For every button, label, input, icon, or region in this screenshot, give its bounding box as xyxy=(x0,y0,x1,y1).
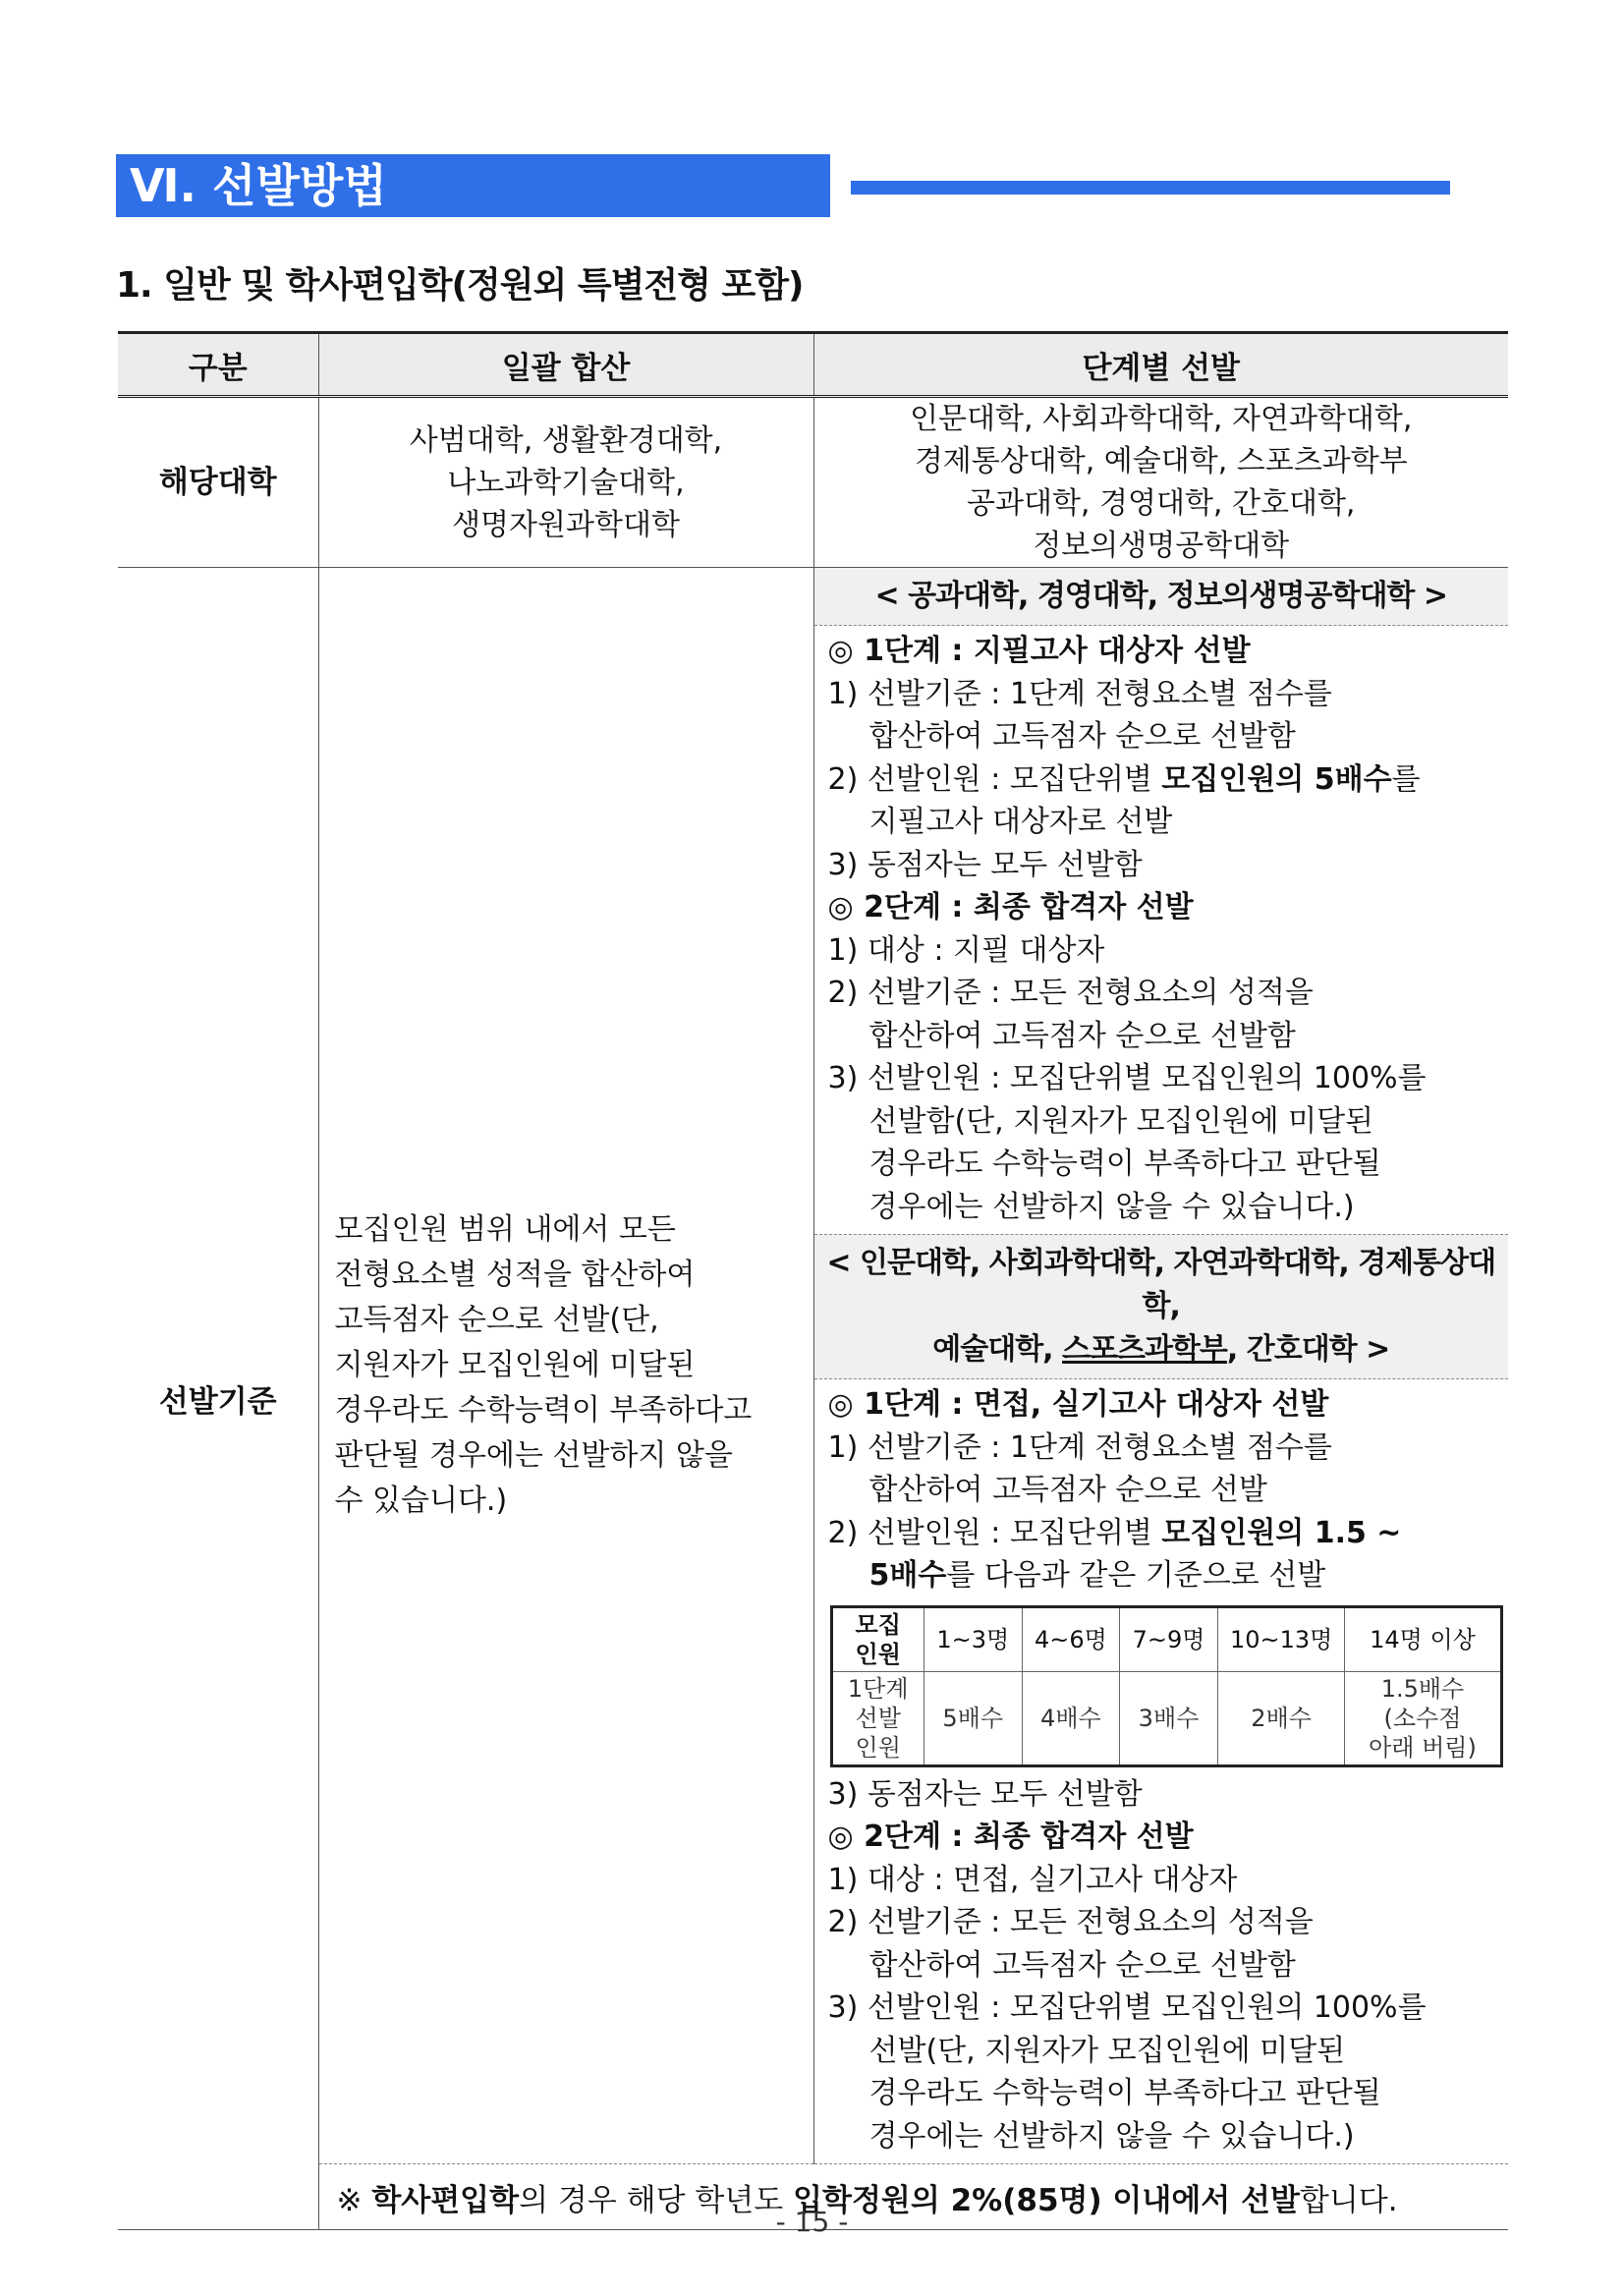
ratio-value-cell: 4배수 xyxy=(1022,1671,1120,1765)
bulk-univ-line: 나노과학기술대학, xyxy=(447,465,685,500)
g1-s2-line: 3) 선발인원 : 모집단위별 모집인원의 100%를 xyxy=(827,1061,1427,1095)
row-label-universities: 해당대학 xyxy=(118,397,318,568)
g2-stage2-title: ◎ 2단계 : 최종 합격자 선발 xyxy=(827,1820,1194,1854)
g1-s1-text: 를 xyxy=(1391,761,1421,797)
bulk-criteria-line: 지원자가 모집인원에 미달된 xyxy=(334,1348,696,1382)
group2-title-line2 xyxy=(818,1328,1505,1372)
note-bold: 학사편입학 xyxy=(371,2182,520,2218)
ratio-value-cell: 1.5배수 (소수점 아래 버림) xyxy=(1345,1671,1501,1765)
group2-title-text: 예술대학, xyxy=(932,1332,1063,1367)
table-row-criteria xyxy=(118,568,1508,2164)
stage-universities xyxy=(813,397,1508,568)
g2-s1-line: 합산하여 고득점자 순으로 선발 xyxy=(868,1473,1267,1507)
table-row-universities xyxy=(118,397,1508,568)
g1-stage2-title: ◎ 2단계 : 최종 합격자 선발 xyxy=(827,890,1194,924)
g1-stage1-title: ◎ 1단계 : 지필고사 대상자 선발 xyxy=(827,634,1251,668)
group2-title-text: , 간호대학 > xyxy=(1226,1332,1390,1367)
ratio-header-cell: 14명 이상 xyxy=(1345,1606,1501,1671)
g2-s1-bold: 모집인원의 1.5 ~ xyxy=(1161,1515,1402,1550)
g1-s1-text: 2) 선발인원 : 모집단위별 xyxy=(827,761,1162,797)
g1-s2-line: 경우에는 선발하지 않을 수 있습니다.) xyxy=(868,1189,1355,1224)
ratio-value-cell: 1단계 선발 인원 xyxy=(831,1671,924,1765)
g1-s2-line: 2) 선발기준 : 모든 전형요소의 성적을 xyxy=(827,976,1314,1010)
g2-s1-line-mixed xyxy=(828,1554,1501,1597)
g2-s2-line: 경우에는 선발하지 않을 수 있습니다.) xyxy=(868,2118,1355,2154)
g2-s2-line: 선발(단, 지원자가 모집인원에 미달된 xyxy=(868,2033,1346,2068)
g2-s2-line: 2) 선발기준 : 모든 전형요소의 성적을 xyxy=(827,1905,1314,1939)
g2-s2-line: 합산하여 고득점자 순으로 선발함 xyxy=(868,1947,1296,1983)
group2-title-line1: < 인문대학, 사회과학대학, 자연과학대학, 경제통상대학, xyxy=(826,1246,1496,1323)
bulk-univ-line: 생명자원과학대학 xyxy=(452,507,680,542)
bulk-univ-line: 사범대학, 생활환경대학, xyxy=(409,422,723,458)
note-bold: 입학정원의 2%(85명) 이내에서 선발 xyxy=(793,2182,1300,2218)
g2-s2-line: 경우라도 수학능력이 부족하다고 판단될 xyxy=(868,2076,1381,2110)
g1-s2-line: 선발함(단, 지원자가 모집인원에 미달된 xyxy=(868,1103,1374,1139)
g2-s2-line: 3) 선발인원 : 모집단위별 모집인원의 100%를 xyxy=(827,1990,1427,2025)
ratio-value-cell: 3배수 xyxy=(1120,1671,1218,1765)
stage-univ-line: 공과대학, 경영대학, 간호대학, xyxy=(967,486,1356,521)
g1-s2-line: 경우라도 수학능력이 부족하다고 판단될 xyxy=(868,1147,1381,1181)
stage-univ-line: 정보의생명공학대학 xyxy=(1033,529,1290,563)
g2-s2-line: 1) 대상 : 면접, 실기고사 대상자 xyxy=(827,1862,1238,1897)
ratio-value-cell: 5배수 xyxy=(924,1671,1022,1765)
g2-s1-bold: 5배수 xyxy=(868,1558,947,1593)
ratio-value-row xyxy=(831,1671,1501,1765)
header-bulk: 일괄 합산 xyxy=(318,333,813,397)
note-text: ※ xyxy=(336,2182,372,2218)
g1-s1-line: 지필고사 대상자로 선발 xyxy=(868,805,1173,839)
bulk-criteria-line: 수 있습니다.) xyxy=(334,1484,508,1518)
row-label-criteria: 선발기준 xyxy=(118,568,318,2230)
group1-block xyxy=(814,626,1509,1234)
stage-univ-line: 인문대학, 사회과학대학, 자연과학대학, xyxy=(910,402,1413,436)
section-title-bar xyxy=(851,181,1450,195)
bulk-criteria-line: 전형요소별 성적을 합산하여 xyxy=(334,1258,696,1292)
ratio-header-cell: 4~6명 xyxy=(1022,1606,1120,1671)
bulk-criteria-line: 모집인원 범위 내에서 모든 xyxy=(334,1212,676,1247)
bulk-criteria-line: 경우라도 수학능력이 부족하다고 xyxy=(334,1393,753,1428)
bulk-criteria-line: 고득점자 순으로 선발(단, xyxy=(334,1303,659,1337)
stage-univ-line: 경제통상대학, 예술대학, 스포츠과학부 xyxy=(914,444,1408,478)
g2-s1-line: 1) 선발기준 : 1단계 전형요소별 점수를 xyxy=(827,1429,1332,1465)
bulk-universities xyxy=(318,397,813,568)
selection-ratio-table xyxy=(830,1605,1503,1767)
page-number: - 15 - xyxy=(775,2206,849,2238)
subsection-title: 1. 일반 및 학사편입학(정원외 특별전형 포함) xyxy=(116,265,804,306)
g1-s1-line-mixed xyxy=(828,758,1501,802)
note-text: 의 경우 해당 학년도 xyxy=(519,2182,794,2218)
header-category: 구분 xyxy=(118,333,318,397)
g1-s1-bold: 모집인원의 5배수 xyxy=(1161,761,1392,797)
ratio-header-cell: 모집 인원 xyxy=(831,1606,924,1671)
table-header-row xyxy=(118,333,1508,397)
ratio-header-cell: 7~9명 xyxy=(1120,1606,1218,1671)
g1-s2-line: 합산하여 고득점자 순으로 선발함 xyxy=(868,1018,1296,1053)
g1-s2-line: 1) 대상 : 지필 대상자 xyxy=(827,932,1105,968)
g2-s1-text: 를 다음과 같은 기준으로 선발 xyxy=(946,1558,1326,1593)
group2-block xyxy=(814,1379,1509,2163)
ratio-header-cell: 1~3명 xyxy=(924,1606,1022,1671)
stage-criteria xyxy=(813,568,1508,2164)
g1-s1-line: 3) 동점자는 모두 선발함 xyxy=(827,847,1143,882)
group2-title-underlined: 스포츠과학부 xyxy=(1062,1332,1227,1367)
selection-method-table xyxy=(118,331,1508,2230)
ratio-header-cell: 10~13명 xyxy=(1217,1606,1345,1671)
ratio-value-cell: 2배수 xyxy=(1217,1671,1345,1765)
group1-title: < 공과대학, 경영대학, 정보의생명공학대학 > xyxy=(814,568,1509,626)
ratio-header-row xyxy=(831,1606,1501,1671)
g1-s1-line: 1) 선발기준 : 1단계 전형요소별 점수를 xyxy=(827,676,1332,711)
bulk-criteria xyxy=(318,568,813,2164)
bulk-criteria-line: 판단될 경우에는 선발하지 않을 xyxy=(334,1438,733,1473)
g1-s1-line: 합산하여 고득점자 순으로 선발함 xyxy=(868,719,1296,754)
g2-s1-line: 3) 동점자는 모두 선발함 xyxy=(827,1776,1143,1812)
g2-s1-line-mixed xyxy=(828,1512,1501,1555)
header-stage: 단계별 선발 xyxy=(813,333,1508,397)
g2-stage1-title: ◎ 1단계 : 면접, 실기고사 대상자 선발 xyxy=(827,1387,1329,1422)
note-text: 합니다. xyxy=(1299,2182,1398,2218)
g2-s1-text: 2) 선발인원 : 모집단위별 xyxy=(827,1515,1162,1550)
section-title: Ⅵ. 선발방법 xyxy=(116,154,830,217)
group2-title xyxy=(814,1234,1509,1379)
